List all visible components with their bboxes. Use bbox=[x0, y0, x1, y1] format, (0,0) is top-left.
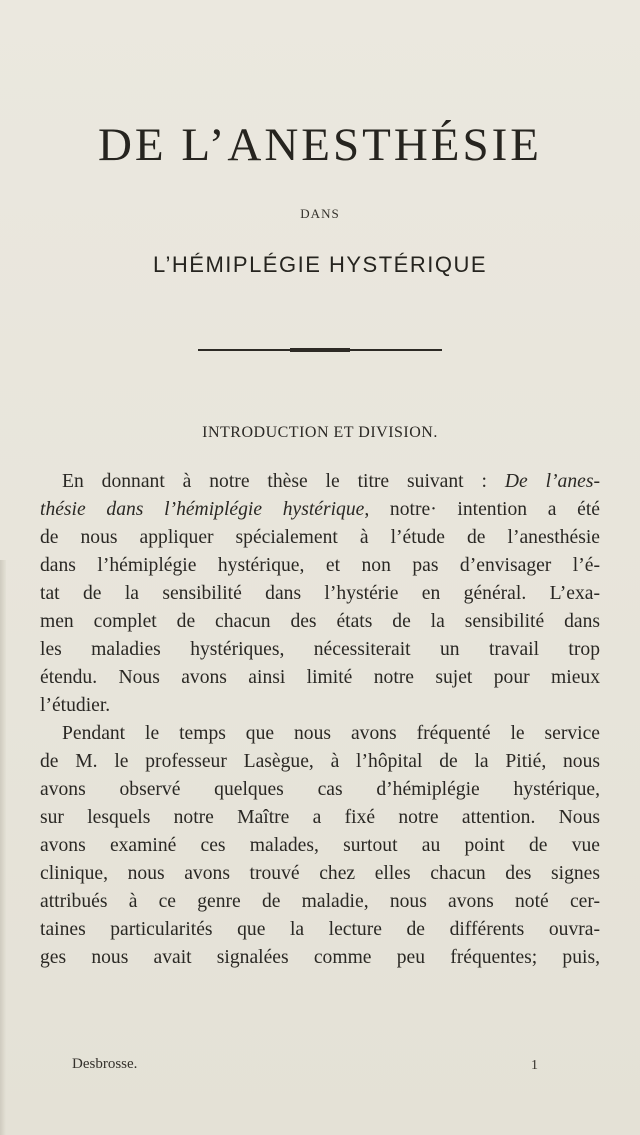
text-line: attribués à ce genre de maladie, nous avons noté cer- bbox=[40, 891, 600, 912]
text-segment-italic: De l’anes- bbox=[504, 471, 600, 492]
decorative-rule-center bbox=[290, 348, 350, 352]
text-segment: , notre· intention a été bbox=[364, 499, 600, 520]
title-connector: DANS bbox=[300, 206, 340, 221]
body-text bbox=[40, 468, 600, 972]
text-line: étendu. Nous avons ainsi limité notre sujet pour mieux bbox=[40, 667, 600, 688]
text-segment: En donnant à notre thèse le titre suivant : bbox=[62, 471, 505, 492]
text-line: l’étudier. bbox=[40, 695, 111, 716]
text-line bbox=[40, 496, 600, 524]
decorative-rule bbox=[198, 349, 442, 351]
text-line: avons examiné ces malades, surtout au point de vue bbox=[40, 835, 600, 856]
text-line: ges nous avait signalées comme peu fréquentes; puis, bbox=[40, 947, 600, 968]
text-line: taines particularités que la lecture de différents ouvra- bbox=[40, 919, 600, 940]
text-line: de nous appliquer spécialement à l’étude de l’anesthésie bbox=[40, 527, 600, 548]
text-line: clinique, nous avons trouvé chez elles chacun des signes bbox=[40, 863, 600, 884]
text-line: Pendant le temps que nous avons fréquenté le service bbox=[62, 723, 600, 744]
text-line: men complet de chacun des états de la sensibilité dans bbox=[40, 611, 600, 632]
title-main: DE L’ANESTHÉSIE bbox=[97, 119, 543, 171]
text-line: de M. le professeur Lasègue, à l’hôpital de la Pitié, nous bbox=[40, 751, 600, 772]
text-line: avons observé quelques cas d’hémiplégie hystérique, bbox=[40, 779, 600, 800]
text-line bbox=[40, 468, 600, 496]
text-line: les maladies hystériques, nécessiterait un travail trop bbox=[40, 639, 600, 660]
text-line: tat de la sensibilité dans l’hystérie en général. L’exa- bbox=[40, 583, 600, 604]
signature-mark: 1 bbox=[531, 1058, 538, 1073]
text-line: dans l’hémiplégie hystérique, et non pas d’envisager l’é- bbox=[40, 555, 600, 576]
footer-author: Desbrosse. bbox=[72, 1056, 138, 1072]
section-heading: INTRODUCTION ET DIVISION. bbox=[202, 424, 438, 441]
text-segment-italic: thésie dans l’hémiplégie hystérique bbox=[40, 499, 365, 520]
title-subtitle: L’HÉMIPLÉGIE HYSTÉRIQUE bbox=[152, 252, 488, 277]
page-edge-shadow bbox=[0, 560, 6, 1135]
text-line: sur lesquels notre Maître a fixé notre attention. Nous bbox=[40, 807, 600, 828]
